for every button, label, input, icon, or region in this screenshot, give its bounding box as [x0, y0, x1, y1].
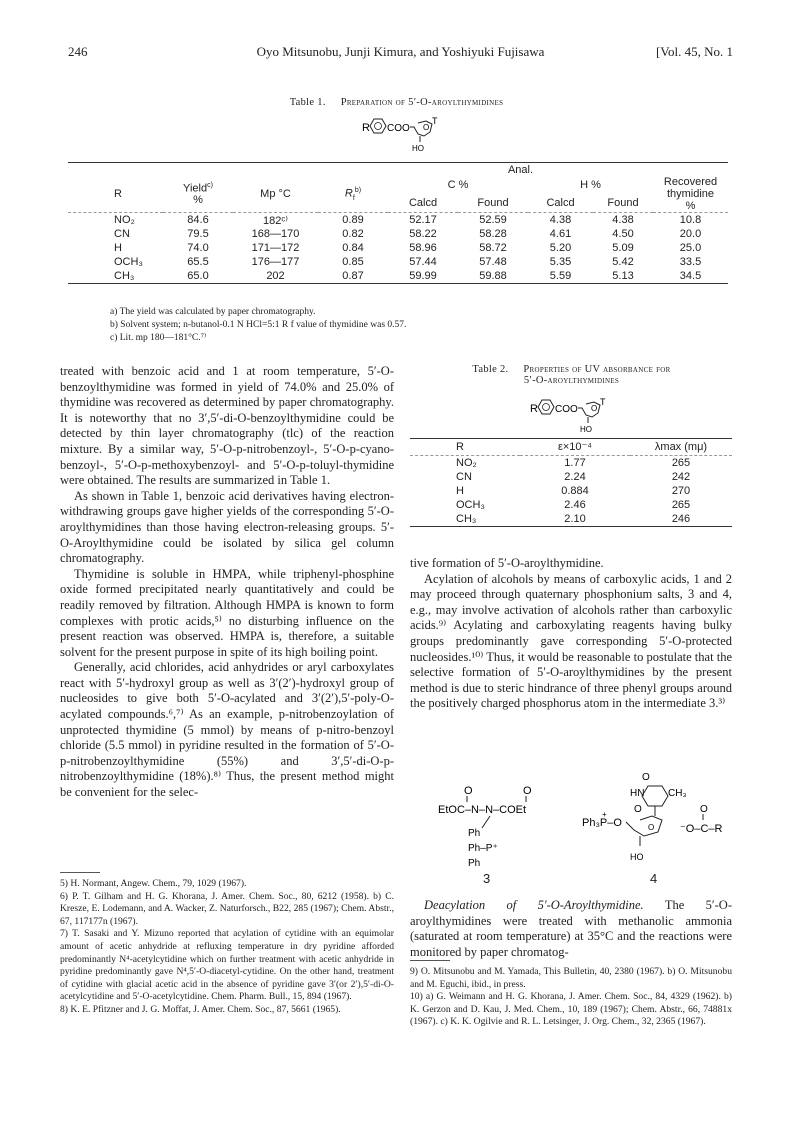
compound-4-structure	[582, 770, 747, 880]
paragraph: treated with benzoic acid and 1 at room temperature, 5′-O-benzoylthymidine was formed in yield of 74.0% and 25.0% of thymidine was recovered as determined by paper chromatography. It is noteworthy that no 3′,5′-di-O-benzoylthymidine could be detected by thin layer chromatography (tlc) of the reaction mixture. By a similar way, 5′-O-p-nitrobenzoyl-, 5′-O-p-cyano-benzoyl-, 5′-O-p-methoxybenzoyl- and 5′-O-p-toluyl-thymidine were obtained. The results are summarized in Table 1.	[60, 364, 394, 488]
reference: 8) K. E. Pfitzner and J. G. Moffat, J. Amer. Chem. Soc., 87, 5661 (1965).	[60, 1003, 341, 1015]
running-head	[68, 44, 733, 62]
table1-col-r: R	[114, 188, 122, 200]
running-head-authors: Oyo Mitsunobu, Junji Kimura, and Yoshiyuki Fujisawa	[256, 44, 545, 59]
table1-h-found-header: Found	[607, 197, 639, 210]
right-references	[410, 966, 732, 1029]
table2-title-line2: 5′-O-aroylthymidines	[523, 375, 620, 386]
svg-text:O: O	[591, 404, 598, 413]
table1-row: NO₂ 84.6 182ᶜ⁾ 0.89 52.17 52.59 4.38 4.38 10.8	[114, 214, 702, 227]
svg-text:O: O	[634, 804, 642, 815]
paragraph: Generally, acid chlorides, acid anhydrides or aryl carboxylates react with 5′-hydroxyl group as well as 3′(2′)-hydroxyl group of nucleosides to give both 5′-O-acylated and 3′(2′),5′-poly-O-acylated compounds.⁶,⁷⁾ As an example, p-nitrobenzoylation of unprotected thymidine (5 mmol) by means of p-nitro-benzoyl chloride (5.5 mmol) in pyridine resulted in the formation of 5′-O-p-nitrobenzoylthymidine (55%) and 3′,5′-di-O-p-nitrobenzoylthymidine (18%).⁸⁾ Thus, the present method might be convenient for the selec-	[60, 660, 394, 800]
structure-ho-label: HO	[412, 144, 424, 153]
svg-text:Ph–P⁺: Ph–P⁺	[468, 843, 498, 854]
carboxylate-anion: ⁻O–C–R	[680, 823, 723, 835]
table1-col-mp: Mp °C	[260, 188, 291, 200]
thymine-ring	[642, 786, 668, 806]
structure-r-label: R	[362, 122, 370, 134]
svg-text:HO: HO	[580, 425, 592, 434]
table1-caption	[60, 97, 733, 108]
table1-col-yield: Yield$^{c)}$ %	[183, 181, 213, 207]
svg-text:O: O	[700, 804, 708, 815]
table1	[68, 162, 728, 284]
svg-text:O: O	[642, 772, 650, 783]
table2-row: NO₂ 1.77 265	[456, 456, 691, 469]
table2-row: CN 2.24 242	[456, 470, 691, 483]
carbonyl-o: O	[523, 785, 532, 797]
svg-text:HO: HO	[630, 852, 644, 862]
paragraph: Thymidine is soluble in HMPA, while triphenyl-phosphine oxide formed precipitated nearly quantitatively and could be readily removed by filtration. Although HMPA is known to form complexes with protic acids,⁵⁾ no disturbing influence on the present reaction was observed. HMPA is, therefore, a suitable solvent for the present purpose in spite of its high boiling point.	[60, 566, 394, 659]
sugar-ring	[626, 816, 662, 836]
svg-text:O: O	[648, 823, 655, 832]
structure-coo-label: COO	[387, 123, 410, 134]
compound-3-label: 3	[483, 871, 491, 886]
table2-label: Table 2.	[472, 364, 509, 375]
benzene-ring	[538, 400, 554, 414]
table2-row: H 0.884 270	[456, 484, 691, 497]
svg-text:+: +	[602, 810, 607, 819]
carbonyl-o: O	[464, 785, 473, 797]
structure-t-label: T	[432, 116, 438, 126]
table2-col-eps: ε×10⁻⁴	[557, 441, 593, 454]
paragraph: Deacylation of 5′-O-Aroylthymidine. The 5′-O-aroylthymidines were treated with methanolic ammonia (saturated at room temperature) at 35°C and the reactions were monitored by paper chromatog-	[410, 898, 732, 959]
table1-title: Preparation of 5′-O-aroylthymidines	[340, 97, 504, 108]
right-column-section	[410, 898, 732, 960]
paragraph: As shown in Table 1, benzoic acid derivatives having electron-withdrawing groups gave higher yields of the corresponding 5′-O-aroylthymidines than those having electron-releasing groups. 5′-O-Aroylthymidine could be isolated by silica gel column chromatography.	[60, 488, 394, 566]
table1-col-h: H %	[580, 179, 601, 192]
table1-col-recovered: Recovered thymidine %	[663, 176, 718, 212]
table1-structure	[360, 114, 450, 156]
svg-text:COO: COO	[555, 404, 578, 415]
table1-note: b) Solvent system; n-butanol-0.1 N HCl=5:1 R f value of thymidine was 0.57.	[110, 320, 407, 330]
left-column-body	[60, 364, 394, 801]
footnote-rule	[410, 960, 450, 961]
table1-col-rf: $R_f^{b)}$	[344, 186, 362, 202]
structure-o-label: O	[423, 123, 430, 132]
table1-label: Table 1.	[289, 97, 326, 108]
right-column-body	[410, 556, 732, 712]
benzene-circle	[543, 404, 550, 411]
table1-col-c: C %	[447, 179, 469, 192]
table2-row: CH₃ 2.10 246	[456, 512, 691, 525]
compound-4-label: 4	[650, 871, 658, 886]
paragraph: Acylation of alcohols by means of carboxylic acids, 1 and 2 may proceed through quaternary phosphonium salts, 3 and 4, e.g., may involve activation of alcohols rather than carboxylic acids.⁹⁾ Acylating and carboxylating reagents having bulky groups predominantly gave corresponding 5′-O-protected nucleosides.¹⁰⁾ Thus, it would be reasonable to postulate that the selective formation of 5′-O-aroylthymidines by the present method is due to steric hindrance of three phenyl groups around the positively charged phosphorus atom in the intermediate 3.³⁾	[410, 571, 732, 711]
table2-col-lambda: λmax (mμ)	[654, 440, 708, 453]
reference: 5) H. Normant, Angew. Chem., 79, 1029 (1967).	[60, 878, 247, 889]
page-number: 246	[68, 44, 88, 59]
table1-row: H 74.0 171—172 0.84 58.96 58.72 5.20 5.09 25.0	[114, 242, 702, 254]
svg-text:Ph: Ph	[468, 828, 481, 839]
table1-note: a) The yield was calculated by paper chromatography.	[110, 307, 316, 317]
volume-info: [Vol. 45, No. 1	[655, 44, 733, 59]
svg-text:Ph: Ph	[468, 858, 481, 869]
table1-h-calcd-header: Calcd	[546, 197, 575, 210]
benzene-circle	[375, 123, 382, 130]
section-heading: Deacylation of 5′-O-Aroylthymidine.	[424, 898, 644, 912]
table2	[410, 438, 732, 527]
table1-anal-header: Anal.	[507, 163, 534, 176]
phosphonium-label: Ph₃P–O	[582, 817, 622, 829]
reference: 7) T. Sasaki and Y. Mizuno reported that acylation of cytidine with an equimolar amount of acetic anhydride at refluxing temperature in dry pyridine afforded predominantly N⁴-acetylcytidine which on further treatment with acetic anhydride in pyridine predominantly gave N⁴,5′-O-diacetyl-cytidine. On the other hand, treatment of cytidine with glacial acetic acid in the absence of pyridine gave 3′(or 2′),5′-di-O-acetylcytidine and 5′-O-acetylcytidine. Chem. Pharm. Bull., 15, 894 (1967).	[60, 928, 394, 1003]
benzene-ring	[370, 119, 386, 133]
table1-row: OCH₃ 65.5 176—177 0.85 57.44 57.48 5.35 5.42 33.5	[114, 256, 702, 268]
table2-title-line1: Properties of UV absorbance for	[523, 364, 671, 375]
compound-3-structure	[430, 780, 570, 892]
table2-structure	[528, 395, 618, 437]
table1-note: c) Lit. mp 180—181°C.⁷⁾	[110, 333, 207, 343]
footnote-rule	[60, 872, 100, 873]
compound-3-chain: EtOC–N–N–COEt	[438, 804, 527, 816]
paragraph: tive formation of 5′-O-aroylthymidine.	[410, 556, 604, 570]
reference: 9) O. Mitsunobu and M. Yamada, This Bulletin, 40, 2380 (1967). b) O. Mitsunobu and M. Eguchi, ibid., in press.	[410, 966, 732, 990]
reference: 10) a) G. Weimann and H. G. Khorana, J. Amer. Chem. Soc., 84, 4329 (1962). b) K. Gerzon and D. Kau, J. Med. Chem., 10, 189 (1967); Chem. Abstr., 66, 74881x (1967). c) K. K. Ogilvie and R. L. Letsinger, J. Org. Chem., 32, 2365 (1967).	[410, 991, 732, 1028]
table2-col-r: R	[456, 440, 464, 453]
reference: 6) P. T. Gilham and H. G. Khorana, J. Amer. Chem. Soc., 80, 6212 (1958). b) C. Kresze, E. Lodemann, and A. Wacker, Z. Naturforsch., B22, 285 (1967); Chem. Abstr., 67, 117177n (1967).	[60, 890, 394, 927]
table1-c-found-header: Found	[477, 197, 509, 210]
svg-text:R: R	[530, 403, 538, 415]
svg-text:T: T	[600, 397, 606, 407]
table2-row: OCH₃ 2.46 265	[456, 498, 691, 511]
table2-caption	[410, 364, 733, 386]
svg-text:CH₃: CH₃	[668, 788, 687, 799]
table1-row: CN 79.5 168—170 0.82 58.22 58.28 4.61 4.50 20.0	[114, 228, 702, 240]
table1-c-calcd-header: Calcd	[408, 197, 438, 210]
svg-text:HN: HN	[630, 788, 645, 799]
left-references	[60, 878, 394, 1017]
table1-row: CH₃ 65.0 202 0.87 59.99 59.88 5.59 5.13 34.5	[114, 270, 702, 282]
